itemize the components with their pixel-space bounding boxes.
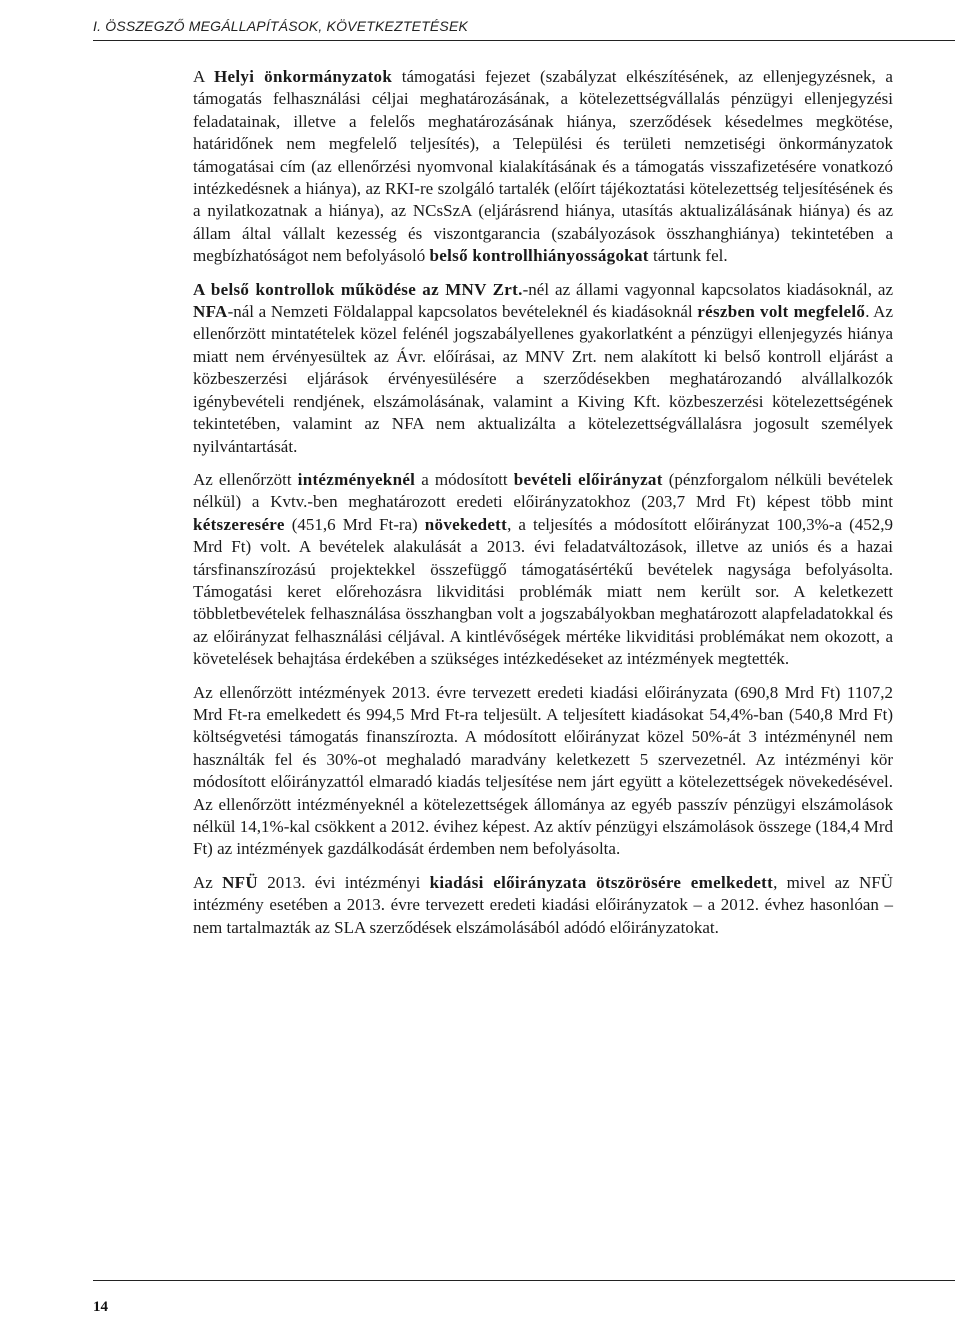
emphasis-text: belső kontrollhiányosságokat xyxy=(429,246,649,266)
paragraph-text: támogatási fejezet (szabályzat elkészítésének, az ellenjegyzésnek, a támogatás felhasználási céljai meghatározásának, a kötelezettségvállalás pénzügyi ellenjegyzési feladatainak, illetve a felelős meghatározásának hiánya, szerződések késedelmes megkötése, határidőnek nem megfelelő teljesítés), a Települési és területi nemzetiségi önkormányzatok támogatásai cím (az ellenőrzési nyomvonal kialakításának és a támogatás visszafizetésére vonatkozó intézkedésnek a hiánya), az RKI-re szolgáló tartalék (előírt tájékoztatási kötelezettség teljesítésének és a nyilatkozatnak a hiánya), az NCsSzA (eljárásrend hiánya, utasítás aktualizálásának hiánya) és az állam által vállalt kezesség és viszontgarancia (szabályozások összhanghiánya) tekintetében a megbízhatóságot nem befolyásoló xyxy=(193,67,893,266)
paragraph-text: , a teljesítés a módosított előirányzat 100,3%-a (452,9 Mrd Ft) volt. A bevételek alakulását a 2013. évi feladatváltozások, illetve az uniós és a hazai társfinanszírozású projektekkel összefüggő támogatásértékű bevételek nagysága befolyásolta. Támogatási keret előrehozásra likviditási problémák miatt nem került sor. A keletkezett többletbevételek felhasználása összhangban volt a jogszabályokban meghatározott alapfeladatokkal és az előirányzat felhasználási céljával. A kintlévőségek mértéke likviditási problémákat nem okozott, a követelések behajtása érdekében a szükséges intézkedéseket az intézmények megtették. xyxy=(193,514,893,669)
paragraph-text: A xyxy=(193,67,214,86)
emphasis-text: kiadási előirányzata ötszörösére emelkedett xyxy=(429,872,774,892)
footer-rule xyxy=(93,1280,955,1281)
paragraph-text: a módosított xyxy=(415,469,514,489)
emphasis-text: növekedett xyxy=(424,514,508,534)
paragraph-text: -nál a Nemzeti Földalappal kapcsolatos bevételeknél és kiadásoknál xyxy=(227,302,698,322)
emphasis-text: intézményeknél xyxy=(297,469,416,489)
emphasis-text: NFÜ xyxy=(222,872,258,892)
emphasis-text: A belső kontrollok működése az MNV Zrt. xyxy=(193,279,523,299)
chapter-title: I. ÖSSZEGZŐ MEGÁLLAPÍTÁSOK, KÖVETKEZTETÉSEK xyxy=(93,18,469,34)
paragraph-text: (pénzforgalom nélküli bevételek nélkül) a Kvtv.-ben meghatározott eredeti előirányzatokhoz (203,7 Mrd Ft) képest több mint xyxy=(193,469,894,512)
paragraph-text: tártunk fel. xyxy=(648,246,728,266)
paragraph-revenue-appropriation xyxy=(193,469,893,671)
paragraph-text: Az ellenőrzött intézmények 2013. évre tervezett eredeti kiadási előirányzata (690,8 Mrd Ft) 1107,2 Mrd Ft-ra emelkedett és 994,5 Mrd Ft-ra teljesült. A teljesített kiadásokat 54,4%-ban (540,8 Mrd Ft) költségvetési támogatás finanszírozta. A módosított előirányzat közel 50%-át 3 intézménynél nem használták fel és 30%-ot meghaladó maradvány keletkezett 5 szervezetnél. Az intézményi kör módosított előirányzattól elmaradó kiadás teljesítése nem járt együtt a kötelezettségek növekedésével. Az ellenőrzött intézményeknél a kötelezettségek állománya az egyéb passzív pénzügyi elszámolások nélkül 14,1%-kal csökkent a 2012. évihez képest. Az aktív pénzügyi elszámolások összege (184,4 Mrd Ft) az intézmények gazdálkodását érdemben nem befolyásolta. xyxy=(193,682,893,859)
paragraph-text: . Az ellenőrzött mintatételek közel felénél jogszabályellenes gyakorlatként a pénzügyi ellenjegyzés hiánya miatt nem érvényesültek az Ávr. előírásai, az MNV Zrt. nem alakított ki belső kontroll eljárást a közbeszerzési eljárások érvényesülésére a szerződésekben meghatározandó alvállalkozók igénybevételi rendjének, elszámolásának, valamint a Kiving Kft. közbeszerzési kötelezettségének tekintetében, valamint az NFA nem aktualizálta a kötelezettségvállalásra jogosult személyek nyilvántartását. xyxy=(193,302,893,456)
emphasis-text: bevételi előirányzat xyxy=(513,469,663,489)
running-header xyxy=(93,18,955,41)
page-number: 14 xyxy=(93,1299,108,1315)
paragraph-internal-controls xyxy=(193,279,893,458)
emphasis-text: kétszeresére xyxy=(193,514,285,534)
paragraph-text: (451,6 Mrd Ft-ra) xyxy=(284,514,425,534)
paragraph-text: Az xyxy=(193,872,223,892)
body-text xyxy=(193,66,893,950)
paragraph-nfu xyxy=(193,872,893,939)
emphasis-text: NFA xyxy=(193,302,228,322)
paragraph-local-governments xyxy=(193,66,893,268)
paragraph-text: -nél az állami vagyonnal kapcsolatos kiadásoknál, az xyxy=(522,279,893,299)
paragraph-text: Az ellenőrzött xyxy=(193,469,298,489)
paragraph-text: 2013. évi intézményi xyxy=(257,872,430,892)
paragraph-text: , mivel az NFÜ intézmény esetében a 2013. évre tervezett eredeti kiadási előirányzatok – a 2012. évhez hasonlóan – nem tartalmazták az SLA szerződések elszámolásából adódó előirányzatokat. xyxy=(193,872,893,937)
emphasis-text: részben volt megfelelő xyxy=(697,302,866,322)
emphasis-text: Helyi önkormányzatok xyxy=(214,67,393,86)
paragraph-expenditure-appropriation xyxy=(193,682,893,861)
